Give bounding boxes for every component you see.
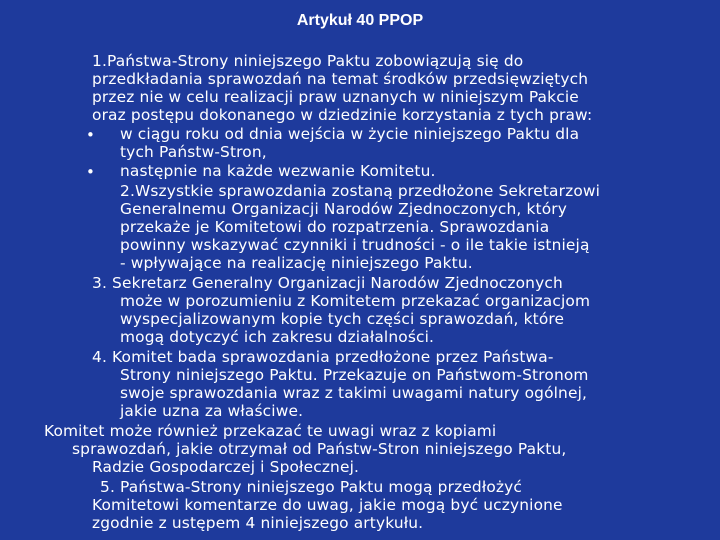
text-line-21: Komitet może również przekazać te uwagi wraz z kopiami	[44, 422, 497, 440]
text-line-25: Komitetowi komentarze do uwag, jakie mogą być uczynione	[92, 496, 563, 514]
text-line-10: przekaże je Komitetowi do rozpatrzenia. Sprawozdania	[120, 218, 550, 236]
bullet-1: •	[86, 126, 95, 144]
text-line-13: 3. Sekretarz Generalny Organizacji Narodów Zjednoczonych	[92, 274, 563, 292]
text-line-16: mogą dotyczyć ich zakresu działalności.	[120, 328, 435, 346]
text-line-9: Generalnemu Organizacji Narodów Zjednoczonych, który	[120, 200, 567, 218]
text-line-23: Radzie Gospodarczej i Społecznej.	[92, 458, 360, 476]
text-line-7: następnie na każde wezwanie Komitetu.	[120, 162, 436, 180]
text-line-11: powinny wskazywać czynniki i trudności - o ile takie istnieją	[120, 236, 590, 254]
text-line-20: jakie uzna za właściwe.	[120, 402, 304, 420]
text-line-4: oraz postępu dokonanego w dziedzinie korzystania z tych praw:	[92, 106, 593, 124]
bullet-2: •	[86, 163, 95, 181]
text-line-6: tych Państw-Stron,	[120, 143, 267, 161]
text-line-24: 5. Państwa-Strony niniejszego Paktu mogą przedłożyć	[100, 478, 523, 496]
text-line-22: sprawozdań, jakie otrzymał od Państw-Stron niniejszego Paktu,	[72, 440, 567, 458]
text-line-1: 1.Państwa-Strony niniejszego Paktu zobowiązują się do	[92, 52, 524, 70]
text-line-14: może w porozumieniu z Komitetem przekazać organizacjom	[120, 292, 591, 310]
text-line-15: wyspecjalizowanym kopie tych części sprawozdań, które	[120, 310, 565, 328]
text-line-2: przedkładania sprawozdań na temat środków przedsięwziętych	[92, 70, 589, 88]
slide-title: Artykuł 40 PPOP	[296, 12, 424, 29]
text-line-18: Strony niniejszego Paktu. Przekazuje on Państwom-Stronom	[120, 366, 589, 384]
text-line-12: - wpływające na realizację niniejszego Paktu.	[120, 254, 473, 272]
text-line-5: w ciągu roku od dnia wejścia w życie niniejszego Paktu dla	[120, 125, 580, 143]
text-line-17: 4. Komitet bada sprawozdania przedłożone przez Państwa-	[92, 348, 554, 366]
text-line-19: swoje sprawozdania wraz z takimi uwagami natury ogólnej,	[120, 384, 588, 402]
text-line-3: przez nie w celu realizacji praw uznanych w niniejszym Pakcie	[92, 88, 579, 106]
text-line-26: zgodnie z ustępem 4 niniejszego artykułu.	[92, 514, 424, 532]
text-line-8: 2.Wszystkie sprawozdania zostaną przedłożone Sekretarzowi	[120, 182, 601, 200]
